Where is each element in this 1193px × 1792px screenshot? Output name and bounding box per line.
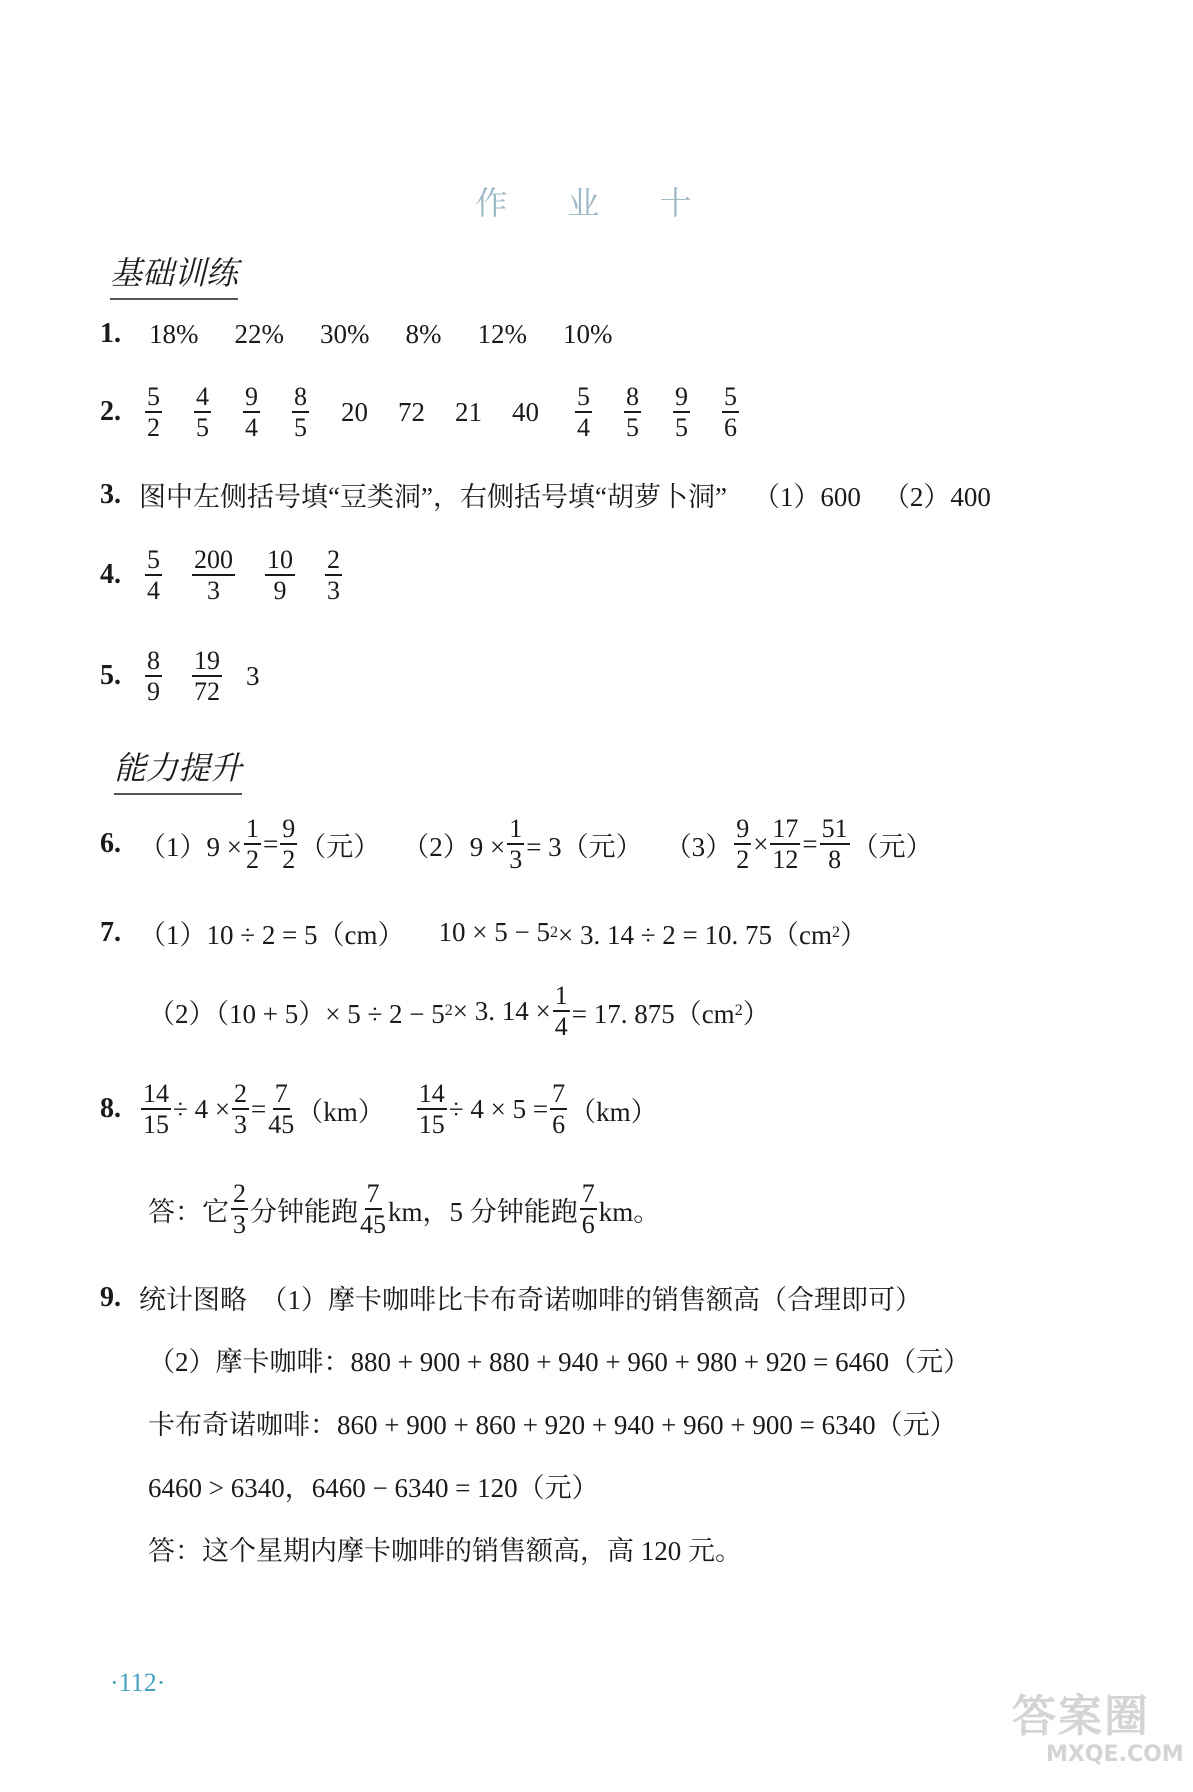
watermark-url: MXQE.COM: [1046, 1742, 1184, 1767]
fraction: $\frac{10}{9}$: [267, 545, 293, 606]
question-9-line-4: 6460 > 6340，6460 − 6340 = 120（元）: [148, 1473, 599, 1503]
question-4: [100, 546, 344, 605]
question-9-line-1: 9. 统计图略 （1）摩卡咖啡比卡布奇诺咖啡的销售额高（合理即可）: [100, 1281, 922, 1315]
answer-value: （1）600: [752, 482, 861, 512]
question-number: 5.: [100, 660, 121, 692]
fraction: $\frac{19}{72}$: [194, 646, 220, 707]
question-3: [100, 475, 991, 514]
question-5: [100, 647, 260, 706]
fraction: $\frac{2}{3}$: [233, 1179, 246, 1240]
fraction: $\frac{1}{4}$: [554, 981, 568, 1042]
question-number: 2.: [100, 396, 121, 428]
answer-value: 72: [398, 396, 425, 427]
fraction: $\frac{14}{15}$: [143, 1079, 169, 1140]
fraction: $\frac{5}{2}$: [147, 382, 160, 443]
question-9-line-3: 卡布奇诺咖啡：860 + 900 + 860 + 920 + 940 + 960 + 900 = 6340（元）: [148, 1410, 957, 1440]
question-8-answer: 答：它 $\frac{2}{3}$ 分钟能跑 $\frac{7}{45}$ km，5 分钟能跑 $\frac{7}{6}$ km。: [148, 1179, 661, 1240]
fraction: $\frac{14}{15}$: [418, 1079, 445, 1140]
answer-value: 20: [341, 396, 368, 427]
watermark-logo: 答案圈: [1012, 1691, 1150, 1742]
fraction: $\frac{1}{3}$: [509, 814, 523, 875]
answer-value: 22%: [234, 318, 284, 349]
page-number: ·112·: [110, 1668, 166, 1697]
fraction: $\frac{2}{3}$: [327, 545, 340, 606]
answer-value: 12%: [477, 318, 527, 349]
section-basic-training: 基础训练: [110, 248, 238, 300]
question-6: 6. （1）9 × $\frac{1}{2}$ = $\frac{9}{2}$ （元） （2）9 × $\frac{1}{3}$ = 3（元） （3） $\frac{9}{2}$ × $\frac{17}{12}$ = $\frac{51}{8}$ （元）: [100, 814, 933, 875]
question-2: [100, 383, 741, 442]
fraction: $\frac{2}{3}$: [234, 1079, 248, 1140]
fraction: $\frac{8}{9}$: [147, 646, 160, 707]
fraction: $\frac{7}{6}$: [581, 1179, 595, 1240]
question-8: 8. $\frac{14}{15}$ ÷ 4 × $\frac{2}{3}$ = $\frac{7}{45}$ （km） $\frac{14}{15}$ ÷ 4 × 5 = $\frac{7}{6}$ （km）: [100, 1079, 658, 1140]
fraction: $\frac{7}{45}$: [360, 1179, 386, 1240]
question-number: 6.: [100, 828, 121, 860]
section-ability-improvement: 能力提升: [114, 743, 242, 795]
answer-value: 18%: [149, 318, 199, 349]
fraction: $\frac{51}{8}$: [821, 814, 848, 875]
question-number: 9.: [100, 1281, 121, 1313]
question-7-line-2: （2）（10 + 5）× 5 ÷ 2 − 5 2 × 3. 14 × $\frac{1}{4}$ = 17. 875（cm 2 ）: [148, 981, 770, 1042]
fraction: $\frac{7}{45}$: [268, 1079, 295, 1140]
question-9-line-2: （2）摩卡咖啡：880 + 900 + 880 + 940 + 960 + 980 + 920 = 6460（元）: [148, 1347, 971, 1377]
answer-value: 3: [246, 660, 260, 691]
question-number: 8.: [100, 1093, 121, 1125]
question-number: 3.: [100, 478, 121, 510]
answer-text: 图中左侧括号填“豆类洞”，右侧括号填“胡萝卜洞”: [139, 482, 727, 512]
fraction: $\frac{4}{5}$: [196, 382, 209, 443]
question-number: 4.: [100, 559, 121, 591]
fraction: $\frac{17}{12}$: [772, 814, 799, 875]
fraction: $\frac{5}{4}$: [577, 382, 590, 443]
answer-value: 10%: [563, 318, 613, 349]
question-number: 1.: [100, 318, 121, 349]
fraction: $\frac{5}{4}$: [147, 545, 160, 606]
page-title: 作 业 十: [475, 185, 718, 221]
fraction: $\frac{9}{5}$: [675, 382, 688, 443]
answer-value: 30%: [320, 318, 370, 349]
fraction: $\frac{5}{6}$: [724, 382, 737, 443]
question-number: 7.: [100, 916, 121, 948]
fraction: $\frac{1}{2}$: [245, 814, 259, 875]
answer-value: （2）400: [882, 482, 991, 512]
fraction: $\frac{7}{6}$: [552, 1079, 566, 1140]
fraction: $\frac{9}{2}$: [736, 814, 750, 875]
fraction: $\frac{9}{4}$: [245, 382, 258, 443]
question-1: [100, 318, 613, 350]
question-7-line-1: 7. （1）10 ÷ 2 = 5（cm） 10 × 5 − 5 2 × 3. 14 ÷ 2 = 10. 75（cm 2 ）: [100, 916, 868, 950]
question-9-answer: 答：这个星期内摩卡咖啡的销售额高，高 120 元。: [148, 1536, 742, 1566]
fraction: $\frac{8}{5}$: [294, 382, 307, 443]
answer-value: 40: [512, 396, 539, 427]
answer-value: 8%: [405, 318, 442, 349]
fraction: $\frac{9}{2}$: [282, 814, 296, 875]
fraction: $\frac{8}{5}$: [626, 382, 639, 443]
fraction: $\frac{200}{3}$: [194, 545, 233, 606]
answer-value: 21: [455, 396, 482, 427]
